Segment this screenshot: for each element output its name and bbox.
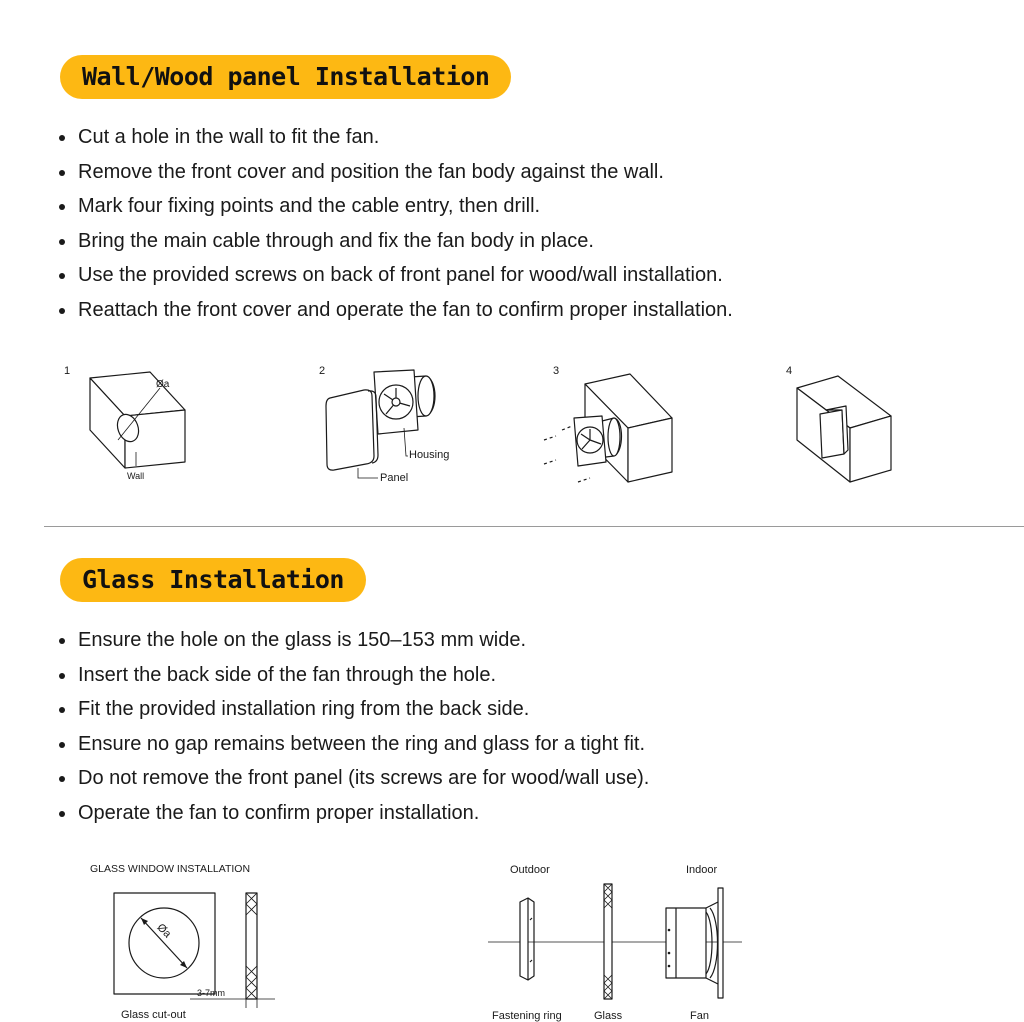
fan-label: Fan [690, 1010, 709, 1022]
list-item: Operate the fan to confirm proper installation. [56, 796, 649, 831]
list-item: Ensure the hole on the glass is 150–153 mm wide. [56, 623, 649, 658]
glass-installation-steps [56, 623, 649, 831]
outdoor-label: Outdoor [510, 864, 550, 876]
glass-mounting-diagram [480, 858, 760, 1022]
wall-hole-diagram [60, 360, 200, 485]
glass-installation-title: Glass Installation [60, 558, 366, 602]
wall-label: Wall [127, 471, 145, 481]
gap-label: 3-7mm [197, 988, 226, 998]
housing-label: Housing [409, 449, 450, 461]
section-divider [44, 526, 1024, 527]
cutout-label: Glass cut-out [121, 1009, 186, 1021]
list-item: Insert the back side of the fan through the hole. [56, 658, 649, 693]
wall-installation-steps [56, 120, 733, 328]
wall-installation-title: Wall/Wood panel Installation [60, 55, 511, 99]
glass-window-title: GLASS WINDOW INSTALLATION [90, 863, 251, 875]
list-item: Remove the front cover and position the fan body against the wall. [56, 155, 733, 190]
list-item: Ensure no gap remains between the ring and glass for a tight fit. [56, 727, 649, 762]
list-item: Use the provided screws on back of front panel for wood/wall installation. [56, 258, 733, 293]
fixing-points-diagram [540, 360, 680, 490]
list-item: Do not remove the front panel (its screws are for wood/wall use). [56, 761, 649, 796]
step-number: 3 [553, 365, 560, 377]
glass-cutout-diagram [85, 858, 285, 1022]
glass-label: Glass [594, 1010, 623, 1022]
list-item: Cut a hole in the wall to fit the fan. [56, 120, 733, 155]
step-number: 2 [319, 365, 326, 377]
diameter-label: Øa [154, 921, 174, 941]
list-item: Mark four fixing points and the cable entry, then drill. [56, 189, 733, 224]
fastening-ring-label: Fastening ring [492, 1010, 562, 1022]
installed-fan-diagram [780, 360, 900, 485]
panel-label: Panel [380, 472, 409, 484]
panel-housing-diagram [316, 360, 466, 488]
step-number: 1 [64, 365, 71, 377]
list-item: Reattach the front cover and operate the fan to confirm proper installation. [56, 293, 733, 328]
list-item: Fit the provided installation ring from the back side. [56, 692, 649, 727]
list-item: Bring the main cable through and fix the fan body in place. [56, 224, 733, 259]
indoor-label: Indoor [686, 864, 718, 876]
step-number: 4 [786, 365, 793, 377]
diameter-label: Øa [156, 379, 170, 390]
